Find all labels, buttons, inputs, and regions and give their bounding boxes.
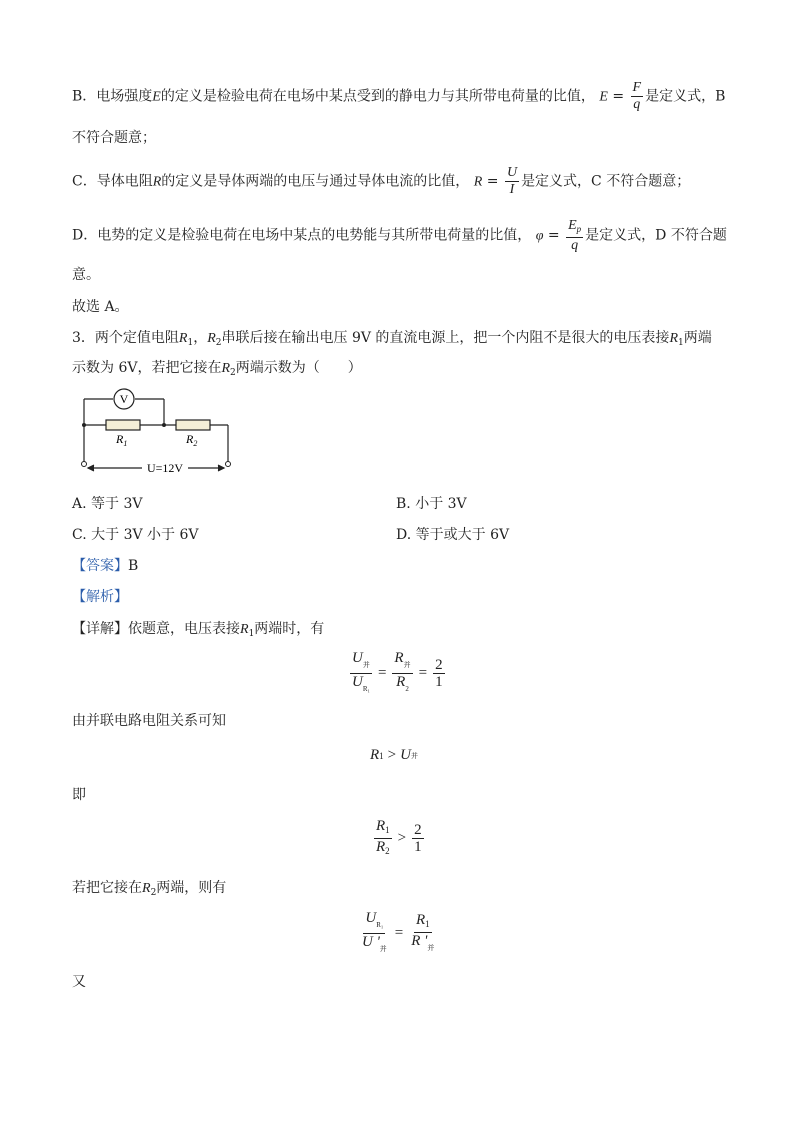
text: B．电场强度	[72, 88, 153, 105]
fraction: $\frac{F}{q}$	[632, 80, 642, 112]
voltmeter-label: V	[119, 392, 129, 406]
formula-lhs: E	[599, 89, 608, 105]
option-b: B. 小于 3V	[396, 496, 467, 512]
option-a: A. 等于 3V	[72, 496, 143, 512]
analysis-line: 【解析】	[72, 589, 128, 605]
answer-tag: 【答案】	[72, 558, 128, 574]
fraction: $\frac{E_p}{q}$	[568, 218, 582, 253]
equation-4: $\frac{U_{R_1}}{U '_并}$ = $\frac{R_1}{R '_并}$	[362, 910, 435, 953]
equation-3: $\frac{R_1}{R_2}$ > $\frac{2}{1}$	[376, 818, 422, 856]
question-3-line-1: 3．两个定值电阻$R_1$，$R_2$串联后接在输出电压 9V 的直流电源上，把一个内阻不是很大的电压表接$R_1$两端	[72, 330, 712, 348]
svg-text:R2: $R_2$	[186, 432, 198, 448]
answer-value: B	[128, 558, 139, 574]
question-3-line-2: 示数为 6V，若把它接在$R_2$两端示数为（ ）	[72, 360, 362, 378]
text: 是定义式，B	[645, 88, 726, 105]
equation-1: $\frac{U_并}{U_{R_1}}$ = $\frac{R_并}{R_2}$ = $\frac{2}{1}$	[352, 650, 443, 693]
text-line: 意。	[72, 267, 100, 283]
option-c: C. 大于 3V 小于 6V	[72, 527, 199, 543]
text-line: 又	[72, 974, 86, 990]
chosen-answer: 故选 A。	[72, 299, 129, 315]
text: 的定义是检验电荷在电场中某点受到的静电力与其所带电荷量的比值，	[160, 88, 595, 105]
option-b-explanation: B．电场强度E的定义是检验电荷在电场中某点受到的静电力与其所带电荷量的比值， E = $\frac{F}{q}$ 是定义式，B	[72, 80, 726, 112]
svg-text:R1: $R_1$	[116, 432, 128, 448]
option-c-explanation: C．导体电阻R的定义是导体两端的电压与通过导体电流的比值， R = $\frac{U}{I}$ 是定义式，C 不符合题意；	[72, 165, 691, 197]
fraction: $\frac{U}{I}$	[506, 165, 518, 197]
text-line: 由并联电路电阻关系可知	[72, 713, 226, 729]
option-d: D. 等于或大于 6V	[396, 527, 510, 543]
text-line: 若把它接在$R_2$两端，则有	[72, 880, 227, 898]
voltage-label: U=12V	[146, 461, 184, 475]
equation-2: R 1 > U 并	[370, 747, 418, 763]
detail-line: 【详解】依题意，电压表接$R_1$两端时，有	[72, 621, 325, 639]
circuit-diagram	[76, 388, 236, 478]
r2-label: R	[186, 432, 194, 446]
text-line: 即	[72, 787, 86, 803]
answer-line	[72, 556, 138, 576]
option-d-explanation: D．电势的定义是检验电荷在电场中某点的电势能与其所带电荷量的比值， φ = $\frac{E_p}{q}$ 是定义式，D 不符合题	[72, 218, 727, 253]
r1-label: R	[116, 432, 124, 446]
var-e: E	[152, 89, 161, 105]
text-line: 不符合题意；	[72, 130, 156, 146]
